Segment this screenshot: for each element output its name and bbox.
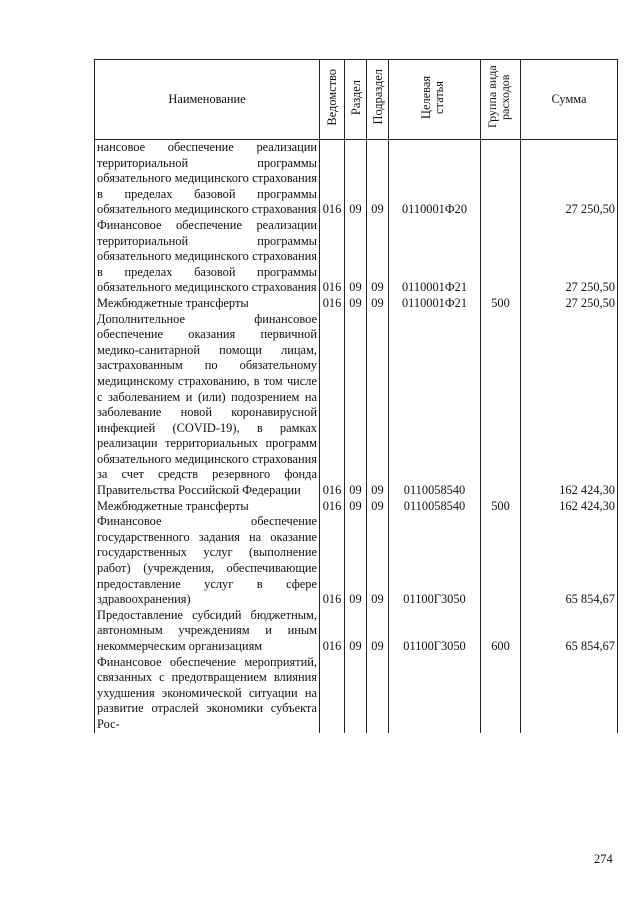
row-target-item: 0110058540 bbox=[389, 499, 481, 515]
table-row bbox=[95, 655, 618, 733]
row-target-item: 0110001Ф21 bbox=[389, 296, 481, 312]
row-department: 016 bbox=[320, 608, 345, 655]
header-department: Ведомство bbox=[320, 60, 345, 140]
row-target-item: 0110001Ф21 bbox=[389, 218, 481, 296]
row-section: 09 bbox=[345, 218, 367, 296]
table-row bbox=[95, 140, 618, 218]
row-department: 016 bbox=[320, 499, 345, 515]
table-row bbox=[95, 312, 618, 499]
header-expense-group: Группа вида расходов bbox=[481, 60, 521, 140]
row-expense-group: 500 bbox=[481, 296, 521, 312]
row-section: 09 bbox=[345, 140, 367, 218]
header-name: Наименование bbox=[95, 60, 320, 140]
row-amount: 27 250,50 bbox=[521, 218, 618, 296]
row-department: 016 bbox=[320, 514, 345, 608]
row-amount: 65 854,67 bbox=[521, 608, 618, 655]
row-subsection bbox=[367, 655, 389, 733]
row-section bbox=[345, 655, 367, 733]
row-department bbox=[320, 655, 345, 733]
row-expense-group bbox=[481, 312, 521, 499]
row-department: 016 bbox=[320, 140, 345, 218]
row-name: Межбюджетные трансферты bbox=[95, 499, 320, 515]
row-expense-group bbox=[481, 218, 521, 296]
table-row bbox=[95, 514, 618, 608]
header-section: Раздел bbox=[345, 60, 367, 140]
row-amount: 27 250,50 bbox=[521, 140, 618, 218]
row-amount bbox=[521, 655, 618, 733]
row-department: 016 bbox=[320, 312, 345, 499]
header-subsection: Подраздел bbox=[367, 60, 389, 140]
row-name: Финансовое обеспечение реализации территориальной программы обязательного медицинского страхования в пределах базовой программы обязательного медицинского страхования bbox=[95, 218, 320, 296]
row-subsection: 09 bbox=[367, 140, 389, 218]
row-name: Дополнительное финансовое обеспечение оказания первичной медико-санитарной помощи лицам, застрахованным по обязательному медицинскому страхованию, в том числе с заболеванием и (или) подозрением на заболевание новой коронавирусной инфекцией (COVID-19), в рамках реализации территориальных программ обязательного медицинского страхования за счет средств резервного фонда Правительства Российской Федерации bbox=[95, 312, 320, 499]
page-number: 274 bbox=[594, 852, 613, 866]
row-target-item: 0110058540 bbox=[389, 312, 481, 499]
row-section: 09 bbox=[345, 514, 367, 608]
row-subsection: 09 bbox=[367, 296, 389, 312]
row-section: 09 bbox=[345, 608, 367, 655]
table-row bbox=[95, 296, 618, 312]
row-target-item: 0110001Ф20 bbox=[389, 140, 481, 218]
row-subsection: 09 bbox=[367, 499, 389, 515]
row-subsection: 09 bbox=[367, 312, 389, 499]
table-row bbox=[95, 218, 618, 296]
header-amount: Сумма bbox=[521, 60, 618, 140]
row-amount: 162 424,30 bbox=[521, 312, 618, 499]
row-section: 09 bbox=[345, 499, 367, 515]
row-department: 016 bbox=[320, 218, 345, 296]
row-section: 09 bbox=[345, 296, 367, 312]
row-name: Предоставление субсидий бюджетным, автономным учреждениям и иным некоммерческим организациям bbox=[95, 608, 320, 655]
budget-table bbox=[94, 59, 618, 733]
row-expense-group: 600 bbox=[481, 608, 521, 655]
row-name: Финансовое обеспечение мероприятий, связанных с предотвращением влияния ухудшения экономической ситуации на развитие отраслей экономики субъекта Рос- bbox=[95, 655, 320, 733]
row-subsection: 09 bbox=[367, 608, 389, 655]
row-amount: 27 250,50 bbox=[521, 296, 618, 312]
row-expense-group bbox=[481, 514, 521, 608]
table-row bbox=[95, 499, 618, 515]
row-target-item: 01100Г3050 bbox=[389, 514, 481, 608]
row-target-item: 01100Г3050 bbox=[389, 608, 481, 655]
table-row bbox=[95, 608, 618, 655]
row-name: Финансовое обеспечение государственного задания на оказание государственных услуг (выполнение работ) (учреждения, обеспечивающие предоставление услуг в сфере здравоохранения) bbox=[95, 514, 320, 608]
row-expense-group: 500 bbox=[481, 499, 521, 515]
row-department: 016 bbox=[320, 296, 345, 312]
row-subsection: 09 bbox=[367, 514, 389, 608]
table-header-row bbox=[95, 60, 618, 140]
row-target-item bbox=[389, 655, 481, 733]
row-subsection: 09 bbox=[367, 218, 389, 296]
row-expense-group bbox=[481, 655, 521, 733]
row-amount: 162 424,30 bbox=[521, 499, 618, 515]
header-target-item: Целевая статья bbox=[389, 60, 481, 140]
row-expense-group bbox=[481, 140, 521, 218]
row-section: 09 bbox=[345, 312, 367, 499]
row-name: нансовое обеспечение реализации территориальной программы обязательного медицинского страхования в пределах базовой программы обязательного медицинского страхования bbox=[95, 140, 320, 218]
row-name: Межбюджетные трансферты bbox=[95, 296, 320, 312]
row-amount: 65 854,67 bbox=[521, 514, 618, 608]
